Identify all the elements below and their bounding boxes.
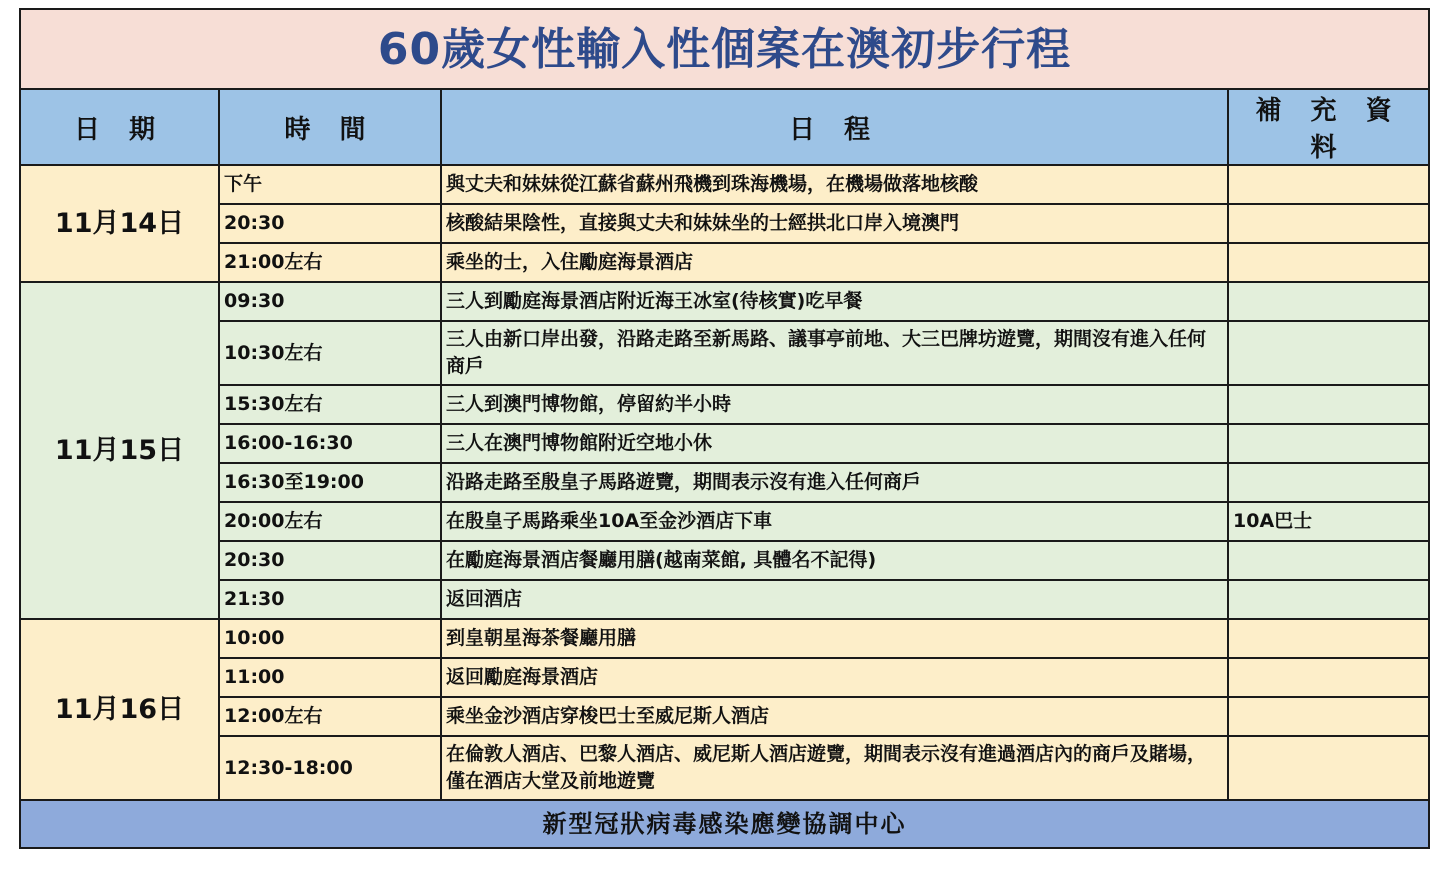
notes-cell (1228, 463, 1429, 502)
time-cell: 20:00左右 (219, 502, 441, 541)
time-cell: 21:30 (219, 580, 441, 619)
itinerary-sheet (19, 8, 1428, 849)
itinerary-cell: 沿路走路至殷皇子馬路遊覽，期間表示沒有進入任何商戶 (441, 463, 1228, 502)
header-itinerary: 日 程 (441, 89, 1228, 165)
table-row (20, 463, 1429, 502)
itinerary-cell: 乘坐的士，入住勵庭海景酒店 (441, 243, 1228, 282)
table-row (20, 541, 1429, 580)
table-row (20, 697, 1429, 736)
table-row (20, 385, 1429, 424)
table-row (20, 502, 1429, 541)
header-notes: 補 充 資 料 (1228, 89, 1429, 165)
time-cell: 下午 (219, 165, 441, 204)
time-cell: 09:30 (219, 282, 441, 321)
time-cell: 20:30 (219, 541, 441, 580)
notes-cell (1228, 165, 1429, 204)
time-cell: 21:00左右 (219, 243, 441, 282)
notes-cell (1228, 321, 1429, 385)
itinerary-cell: 三人在澳門博物館附近空地小休 (441, 424, 1228, 463)
notes-cell (1228, 619, 1429, 658)
table-row (20, 619, 1429, 658)
notes-cell (1228, 385, 1429, 424)
time-cell: 16:30至19:00 (219, 463, 441, 502)
time-cell: 10:00 (219, 619, 441, 658)
notes-cell (1228, 697, 1429, 736)
itinerary-table (19, 8, 1430, 849)
table-row (20, 580, 1429, 619)
time-cell: 10:30左右 (219, 321, 441, 385)
table-row (20, 321, 1429, 385)
date-cell: 11月16日 (20, 619, 219, 800)
table-row (20, 204, 1429, 243)
date-cell: 11月15日 (20, 282, 219, 619)
notes-cell (1228, 736, 1429, 800)
header-date: 日 期 (20, 89, 219, 165)
itinerary-cell: 在倫敦人酒店、巴黎人酒店、威尼斯人酒店遊覽，期間表示沒有進過酒店內的商戶及賭場，僅在酒店大堂及前地遊覽 (441, 736, 1228, 800)
time-cell: 12:00左右 (219, 697, 441, 736)
time-cell: 11:00 (219, 658, 441, 697)
notes-cell (1228, 282, 1429, 321)
notes-cell (1228, 580, 1429, 619)
table-row (20, 658, 1429, 697)
itinerary-cell: 乘坐金沙酒店穿梭巴士至威尼斯人酒店 (441, 697, 1228, 736)
table-row (20, 243, 1429, 282)
notes-cell (1228, 424, 1429, 463)
itinerary-cell: 在殷皇子馬路乘坐10A至金沙酒店下車 (441, 502, 1228, 541)
header-time: 時 間 (219, 89, 441, 165)
header-row (20, 89, 1429, 165)
time-cell: 15:30左右 (219, 385, 441, 424)
date-cell: 11月14日 (20, 165, 219, 282)
table-row (20, 282, 1429, 321)
time-cell: 12:30-18:00 (219, 736, 441, 800)
time-cell: 20:30 (219, 204, 441, 243)
table-row (20, 736, 1429, 800)
page-title: 60歲女性輸入性個案在澳初步行程 (20, 9, 1429, 89)
notes-cell (1228, 658, 1429, 697)
notes-cell (1228, 204, 1429, 243)
notes-cell: 10A巴士 (1228, 502, 1429, 541)
itinerary-cell: 返回勵庭海景酒店 (441, 658, 1228, 697)
time-cell: 16:00-16:30 (219, 424, 441, 463)
itinerary-cell: 返回酒店 (441, 580, 1228, 619)
footer-agency: 新型冠狀病毒感染應變協調中心 (20, 800, 1429, 848)
itinerary-cell: 三人由新口岸出發，沿路走路至新馬路、議事亭前地、大三巴牌坊遊覽，期間沒有進入任何商戶 (441, 321, 1228, 385)
itinerary-cell: 三人到澳門博物館，停留約半小時 (441, 385, 1228, 424)
itinerary-cell: 核酸結果陰性，直接與丈夫和妹妹坐的士經拱北口岸入境澳門 (441, 204, 1228, 243)
itinerary-cell: 到皇朝星海茶餐廳用膳 (441, 619, 1228, 658)
itinerary-cell: 三人到勵庭海景酒店附近海王冰室(待核實)吃早餐 (441, 282, 1228, 321)
itinerary-cell: 在勵庭海景酒店餐廳用膳(越南菜館, 具體名不記得) (441, 541, 1228, 580)
itinerary-cell: 與丈夫和妹妹從江蘇省蘇州飛機到珠海機場，在機場做落地核酸 (441, 165, 1228, 204)
notes-cell (1228, 243, 1429, 282)
table-row (20, 165, 1429, 204)
table-row (20, 424, 1429, 463)
notes-cell (1228, 541, 1429, 580)
